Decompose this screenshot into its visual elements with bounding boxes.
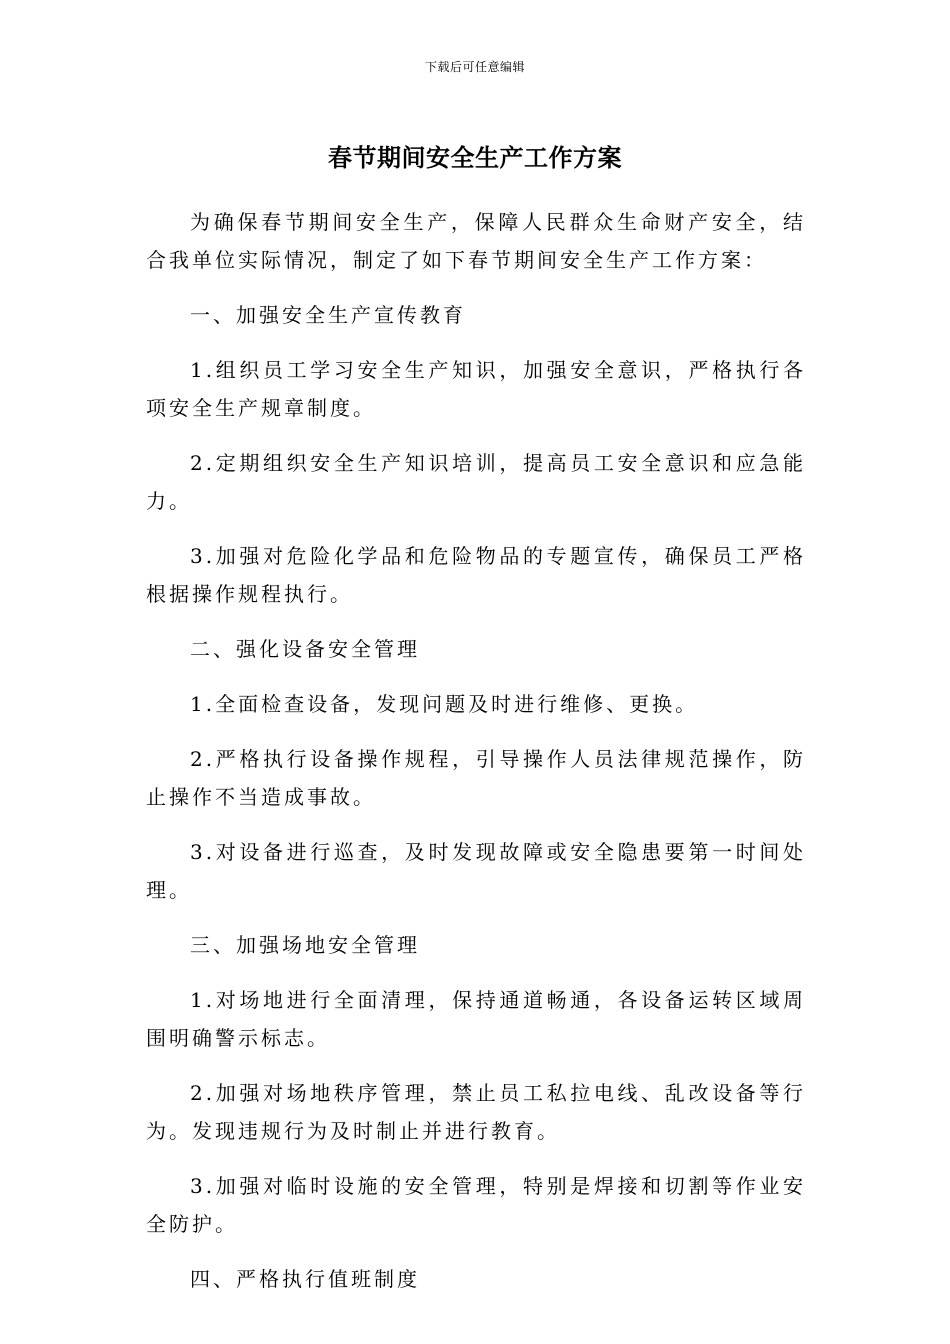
paragraph-3-1: 1.对场地进行全面清理，保持通道畅通，各设备运转区域周围明确警示标志。 bbox=[146, 988, 806, 1050]
paragraph-1-1: 1.组织员工学习安全生产知识，加强安全意识，严格执行各项安全生产规章制度。 bbox=[146, 358, 806, 420]
section-heading-1: 一、加强安全生产宣传教育 bbox=[190, 303, 466, 327]
section-heading-3: 三、加强场地安全管理 bbox=[190, 933, 420, 957]
section-heading-4: 四、严格执行值班制度 bbox=[190, 1267, 420, 1291]
header-note: 下载后可任意编辑 bbox=[424, 60, 525, 74]
paragraph-1-3: 3.加强对危险化学品和危险物品的专题宣传，确保员工严格根据操作规程执行。 bbox=[146, 544, 806, 606]
paragraph-2-3: 3.对设备进行巡查，及时发现故障或安全隐患要第一时间处理。 bbox=[146, 840, 806, 902]
section-heading-2: 二、强化设备安全管理 bbox=[190, 637, 420, 661]
paragraph-1-2: 2.定期组织安全生产知识培训，提高员工安全意识和应急能力。 bbox=[146, 451, 806, 513]
paragraph-2-2: 2.严格执行设备操作规程，引导操作人员法律规范操作，防止操作不当造成事故。 bbox=[146, 747, 806, 809]
paragraph-3-3: 3.加强对临时设施的安全管理，特别是焊接和切割等作业安全防护。 bbox=[146, 1174, 806, 1236]
intro-paragraph: 为确保春节期间安全生产，保障人民群众生命财产安全，结合我单位实际情况，制定了如下春节期间安全生产工作方案： bbox=[146, 210, 806, 272]
paragraph-2-1: 1.全面检查设备，发现问题及时进行维修、更换。 bbox=[190, 692, 699, 716]
paragraph-3-2: 2.加强对场地秩序管理，禁止员工私拉电线、乱改设备等行为。发现违规行为及时制止并进行教育。 bbox=[146, 1081, 806, 1143]
document-body bbox=[146, 203, 806, 1315]
document-title: 春节期间安全生产工作方案 bbox=[328, 144, 622, 172]
